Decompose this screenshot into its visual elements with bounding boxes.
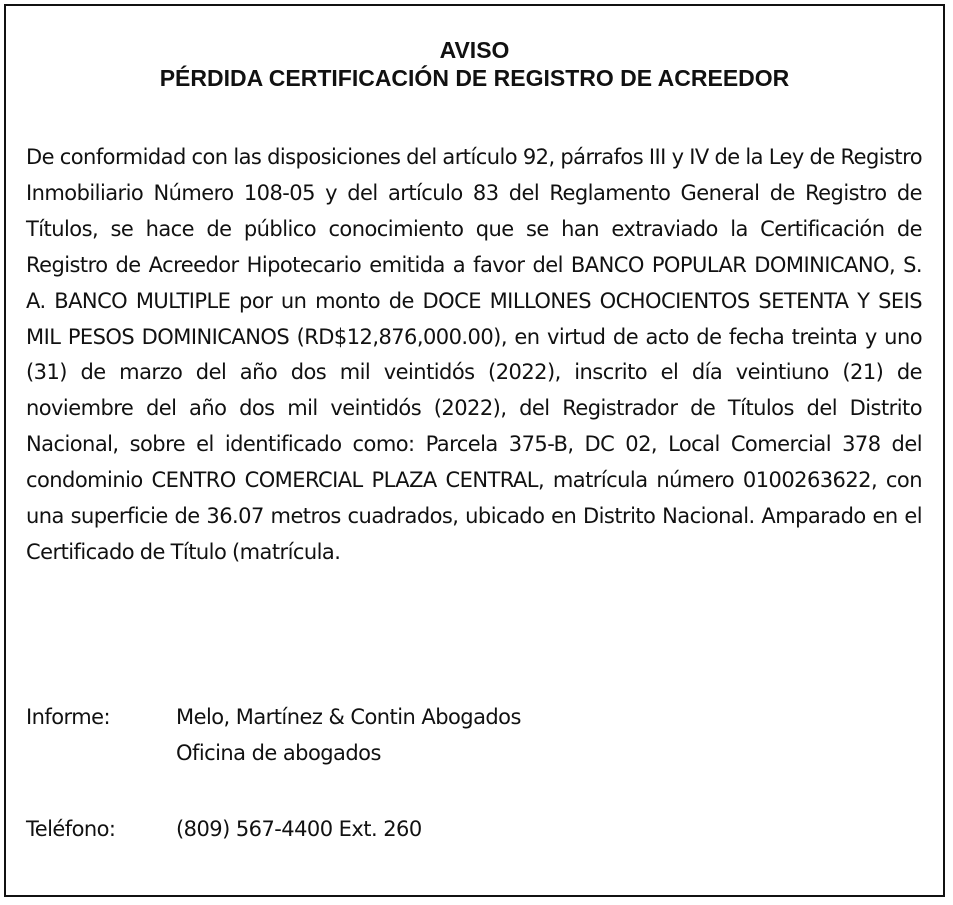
notice-body-paragraph: De conformidad con las disposiciones del artículo 92, párrafos III y IV de la Ley de Registro Inmobiliario Número 108-05 y del artículo 83 del Reglamento General de Registro de Títulos, se hace de público conocimiento que se han extraviado la Certificación de Registro de Acreedor Hipotecario emitida a favor del BANCO POPULAR DOMINICANO, S. A. BANCO MULTIPLE por un monto de DOCE MILLONES OCHOCIENTOS SETENTA Y SEIS MIL PESOS DOMINICANOS (RD$12,876,000.00), en virtud de acto de fecha treinta y uno (31) de marzo del año dos mil veintidós (2022), inscrito el día veintiuno (21) de noviembre del año dos mil veintidós (2022), del Registrador de Títulos del Distrito Nacional, sobre el identificado como: Parcela 375-B, DC 02, Local Comercial 378 del condominio CENTRO COMERCIAL PLAZA CENTRAL, matrícula número 0100263622, con una superficie de 36.07 metros cuadrados, ubicado en Distrito Nacional. Amparado en el Certificado de Título (matrícula. [26,145,922,564]
telefono-value: (809) 567-4400 Ext. 260 [176,817,422,841]
firm-name: Melo, Martínez & Contin Abogados [176,705,521,729]
informe-label: Informe: [26,705,111,729]
firm-type: Oficina de abogados [176,741,381,765]
notice-subtitle: PÉRDIDA CERTIFICACIÓN DE REGISTRO DE ACREEDOR [159,65,790,91]
telefono-values [176,811,422,847]
telefono-label: Teléfono: [26,817,116,841]
notice-title: AVISO [439,37,510,63]
legal-notice [4,4,945,897]
notice-header [6,36,943,92]
informe-values [176,699,521,771]
